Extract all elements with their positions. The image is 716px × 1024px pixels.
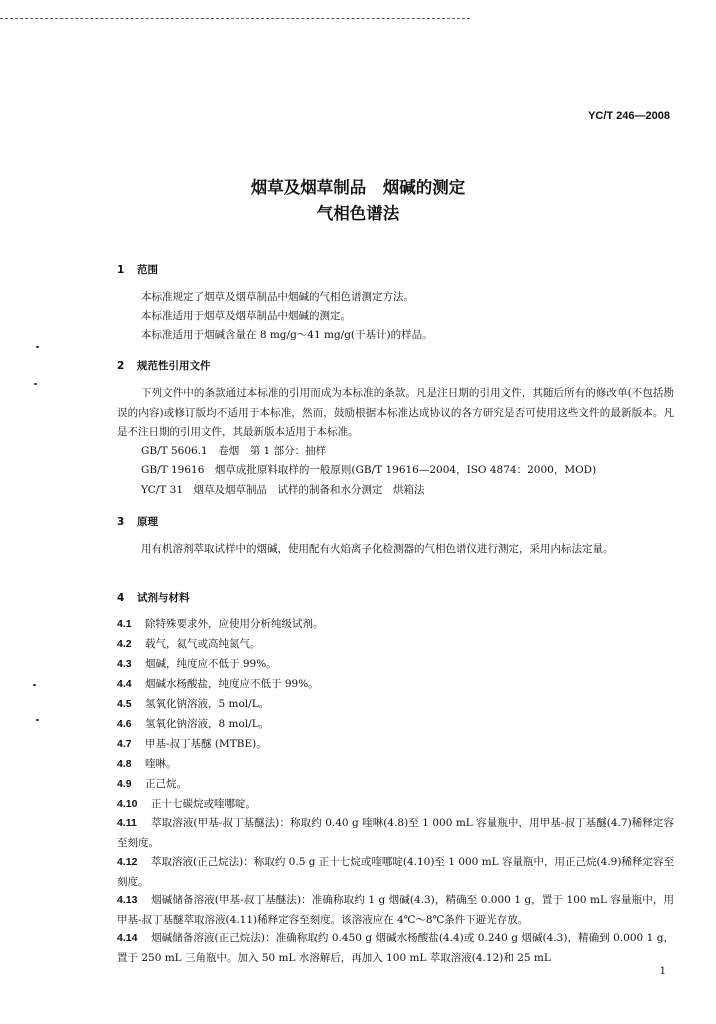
reagent-number: 4.7 bbox=[117, 738, 132, 750]
reagent-number: 4.9 bbox=[117, 778, 132, 790]
section-heading-normative bbox=[117, 358, 211, 373]
reagent-item bbox=[117, 715, 674, 735]
reference-item: YC/T 31 烟草及烟草制品 试样的制备和水分测定 烘箱法 bbox=[141, 484, 425, 496]
scan-speck bbox=[34, 383, 37, 385]
reagent-number: 4.4 bbox=[117, 678, 132, 690]
reference-item: GB/T 5606.1 卷烟 第 1 部分：抽样 bbox=[141, 445, 327, 457]
reagent-item bbox=[117, 635, 674, 655]
reagent-item bbox=[117, 755, 674, 775]
reagent-text: 烟碱储备溶液(甲基-叔丁基醚法)：准确称取约 1 g 烟碱(4.3)，精确至 0.000 1 g，置于 100 mL 容量瓶中，用甲基-叔丁基醚萃取溶液(4.11)稀释定容至刻度。该溶液应在 4℃～8℃条件下避光存放。 bbox=[117, 894, 674, 926]
section-number: 4 bbox=[117, 592, 125, 604]
reagent-item bbox=[117, 615, 674, 635]
reagent-number: 4.8 bbox=[117, 758, 132, 770]
reagent-text: 载气，氦气或高纯氮气。 bbox=[145, 638, 261, 650]
reagent-text: 正己烷。 bbox=[145, 778, 187, 790]
reference-item: GB/T 19616 烟草成批原料取样的一般原则(GB/T 19616—2004，ISO 4874：2000，MOD) bbox=[141, 464, 597, 476]
section-title: 试剂与材料 bbox=[137, 592, 190, 604]
scan-speck bbox=[33, 684, 36, 686]
reagent-text: 喹啉。 bbox=[145, 758, 177, 770]
reagent-item bbox=[117, 891, 674, 930]
reagent-number: 4.10 bbox=[117, 798, 138, 810]
reagent-text: 氢氧化钠溶液，8 mol/L。 bbox=[145, 718, 270, 730]
section-heading-reagents bbox=[117, 590, 190, 605]
section-number: 1 bbox=[117, 264, 125, 276]
normative-intro: 下列文件中的条款通过本标准的引用而成为本标准的条款。凡是注日期的引用文件，其随后所有的修改单(不包括勘误的内容)或修订版均不适用于本标准，然而，鼓励根据本标准达成协议的各方研究是否可使用这些文件的最新版本。凡是不注日期的引用文件，其最新版本适用于本标准。 bbox=[117, 387, 674, 438]
reagent-text: 正十七碳烷或喹哪啶。 bbox=[151, 798, 256, 810]
reagent-item bbox=[117, 814, 674, 853]
section-title: 原理 bbox=[137, 516, 158, 528]
reagent-item bbox=[117, 795, 674, 815]
reagent-number: 4.1 bbox=[117, 618, 132, 630]
reagent-text: 氢氧化钠溶液，5 mol/L。 bbox=[145, 698, 270, 710]
reagent-item bbox=[117, 929, 674, 968]
scope-line-3: 本标准适用于烟碱含量在 8 mg/g～41 mg/g(干基计)的样品。 bbox=[141, 329, 433, 341]
reagent-item bbox=[117, 675, 674, 695]
reagent-number: 4.2 bbox=[117, 638, 132, 650]
reagent-text: 烟碱水杨酸盐，纯度应不低于 99%。 bbox=[145, 678, 319, 690]
reagent-number: 4.13 bbox=[117, 894, 138, 906]
reagent-text: 烟碱，纯度应不低于 99%。 bbox=[145, 658, 277, 670]
reagent-number: 4.5 bbox=[117, 698, 132, 710]
reagent-item bbox=[117, 655, 674, 675]
reagent-number: 4.6 bbox=[117, 718, 132, 730]
section-heading-principle bbox=[117, 514, 158, 529]
scan-speck bbox=[36, 346, 39, 348]
standard-number: YC/T 246—2008 bbox=[588, 110, 670, 122]
scan-top-rule bbox=[0, 18, 470, 19]
reagent-text: 萃取溶液(正己烷法)：称取约 0.5 g 正十七烷或喹哪啶(4.10)至 1 000 mL 容量瓶中，用正己烷(4.9)稀释定容至刻度。 bbox=[117, 856, 674, 888]
section-number: 3 bbox=[117, 516, 125, 528]
section-title: 范围 bbox=[137, 264, 158, 276]
reagent-item bbox=[117, 853, 674, 892]
scan-speck bbox=[36, 719, 39, 721]
page-number: 1 bbox=[659, 966, 666, 977]
scope-line-2: 本标准适用于烟草及烟草制品中烟碱的测定。 bbox=[141, 310, 351, 322]
reagent-item bbox=[117, 775, 674, 795]
page-title: 烟草及烟草制品 烟碱的测定 bbox=[250, 178, 466, 197]
reagent-item bbox=[117, 735, 674, 755]
scope-line-1: 本标准规定了烟草及烟草制品中烟碱的气相色谱测定方法。 bbox=[141, 291, 414, 303]
reagent-text: 萃取溶液(甲基-叔丁基醚法)：称取约 0.40 g 喹啉(4.8)至 1 000 mL 容量瓶中，用甲基-叔丁基醚(4.7)稀释定容至刻度。 bbox=[117, 817, 674, 849]
reagent-item bbox=[117, 695, 674, 715]
page-subtitle: 气相色谱法 bbox=[316, 204, 400, 223]
reagent-number: 4.12 bbox=[117, 856, 138, 868]
reagent-number: 4.11 bbox=[117, 817, 137, 829]
section-title: 规范性引用文件 bbox=[137, 360, 211, 372]
section-number: 2 bbox=[117, 360, 125, 372]
reagent-text: 甲基-叔丁基醚 (MTBE)。 bbox=[145, 738, 267, 750]
principle-text: 用有机溶剂萃取试样中的烟碱，使用配有火焰离子化检测器的气相色谱仪进行测定，采用内标法定量。 bbox=[141, 543, 614, 555]
reagent-text: 烟碱储备溶液(正己烷法)：准确称取约 0.450 g 烟碱水杨酸盐(4.4)或 0.240 g 烟碱(4.3)，精确到 0.000 1 g，置于 250 mL 三角瓶中。加入 50 mL 水溶解后，再加入 100 mL 萃取溶液(4.12)和 25 mL bbox=[117, 932, 674, 964]
reagent-number: 4.3 bbox=[117, 658, 132, 670]
reagent-number: 4.14 bbox=[117, 932, 138, 944]
section-heading-scope bbox=[117, 262, 158, 277]
reagent-text: 除特殊要求外，应使用分析纯级试剂。 bbox=[145, 618, 324, 630]
